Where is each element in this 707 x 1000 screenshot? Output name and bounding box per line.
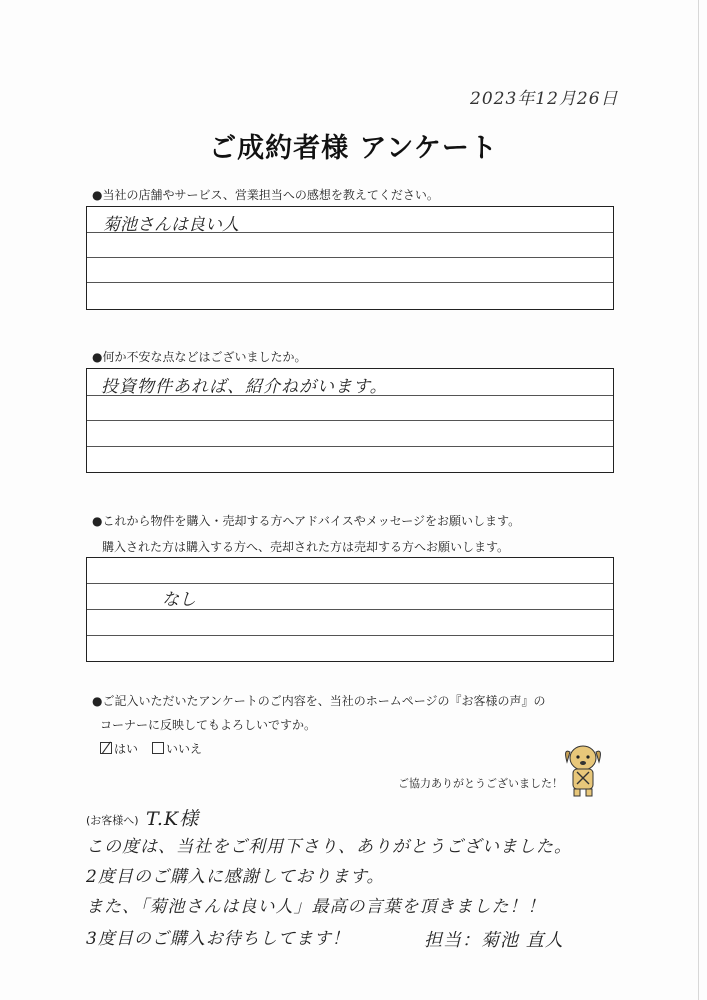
answer-box-2	[86, 368, 614, 473]
question-1-label: ●当社の店舗やサービス、営業担当への感想を教えてください。	[92, 188, 439, 202]
message-line-4: 3度目のご購入お待ちしてます！	[86, 929, 350, 949]
consent-label-line2: コーナーに反映してもよろしいですか。	[100, 718, 317, 732]
ruled-line	[87, 635, 613, 636]
answer-1-text: 菊池さんは良い人	[103, 215, 239, 235]
message-line-3: また、「菊池さんは良い人」最高の言葉を頂きました！！	[86, 897, 546, 917]
checkbox-empty-icon[interactable]	[152, 742, 164, 754]
thanks-text: ご協力ありがとうございました！	[398, 777, 563, 790]
message-to-label: (お客様へ)	[86, 814, 139, 827]
answer-3-text: なし	[162, 590, 196, 610]
message-line-2: 2度目のご購入に感謝しております。	[86, 867, 385, 887]
dog-mascot-icon	[561, 738, 605, 798]
answer-box-3	[86, 557, 614, 662]
signature: 担当：菊池 直人	[424, 930, 564, 951]
consent-no-label: いいえ	[166, 742, 203, 756]
question-3-label: ●これから物件を購入・売却する方へアドバイスやメッセージをお願いします。	[92, 514, 521, 528]
message-to-name: T.K様	[146, 808, 200, 830]
ruled-line	[87, 282, 613, 283]
page-title: ご成約者様 アンケート	[209, 133, 498, 164]
ruled-line	[87, 257, 613, 258]
consent-yes-option[interactable]	[100, 740, 138, 757]
consent-label-line1: ●ご記入いただいたアンケートのご内容を、当社のホームページの『お客様の声』の	[92, 694, 546, 708]
answer-box-1	[86, 206, 614, 310]
ruled-line	[87, 583, 613, 584]
question-3-sublabel: 購入された方は購入する方へ、売却された方は売却する方へお願いします。	[102, 540, 510, 554]
ruled-line	[87, 420, 613, 421]
consent-no-option[interactable]	[152, 740, 202, 757]
consent-yes-label: はい	[114, 742, 139, 756]
answer-2-text: 投資物件あれば、紹介ねがいます。	[101, 377, 388, 397]
ruled-line	[87, 446, 613, 447]
message-line-1: この度は、当社をご利用下さり、ありがとうございました。	[86, 837, 572, 857]
checkbox-checked-icon[interactable]	[100, 742, 112, 754]
question-2-label: ●何か不安な点などはございましたか。	[92, 350, 307, 364]
date: 2023年12月26日	[470, 89, 619, 109]
